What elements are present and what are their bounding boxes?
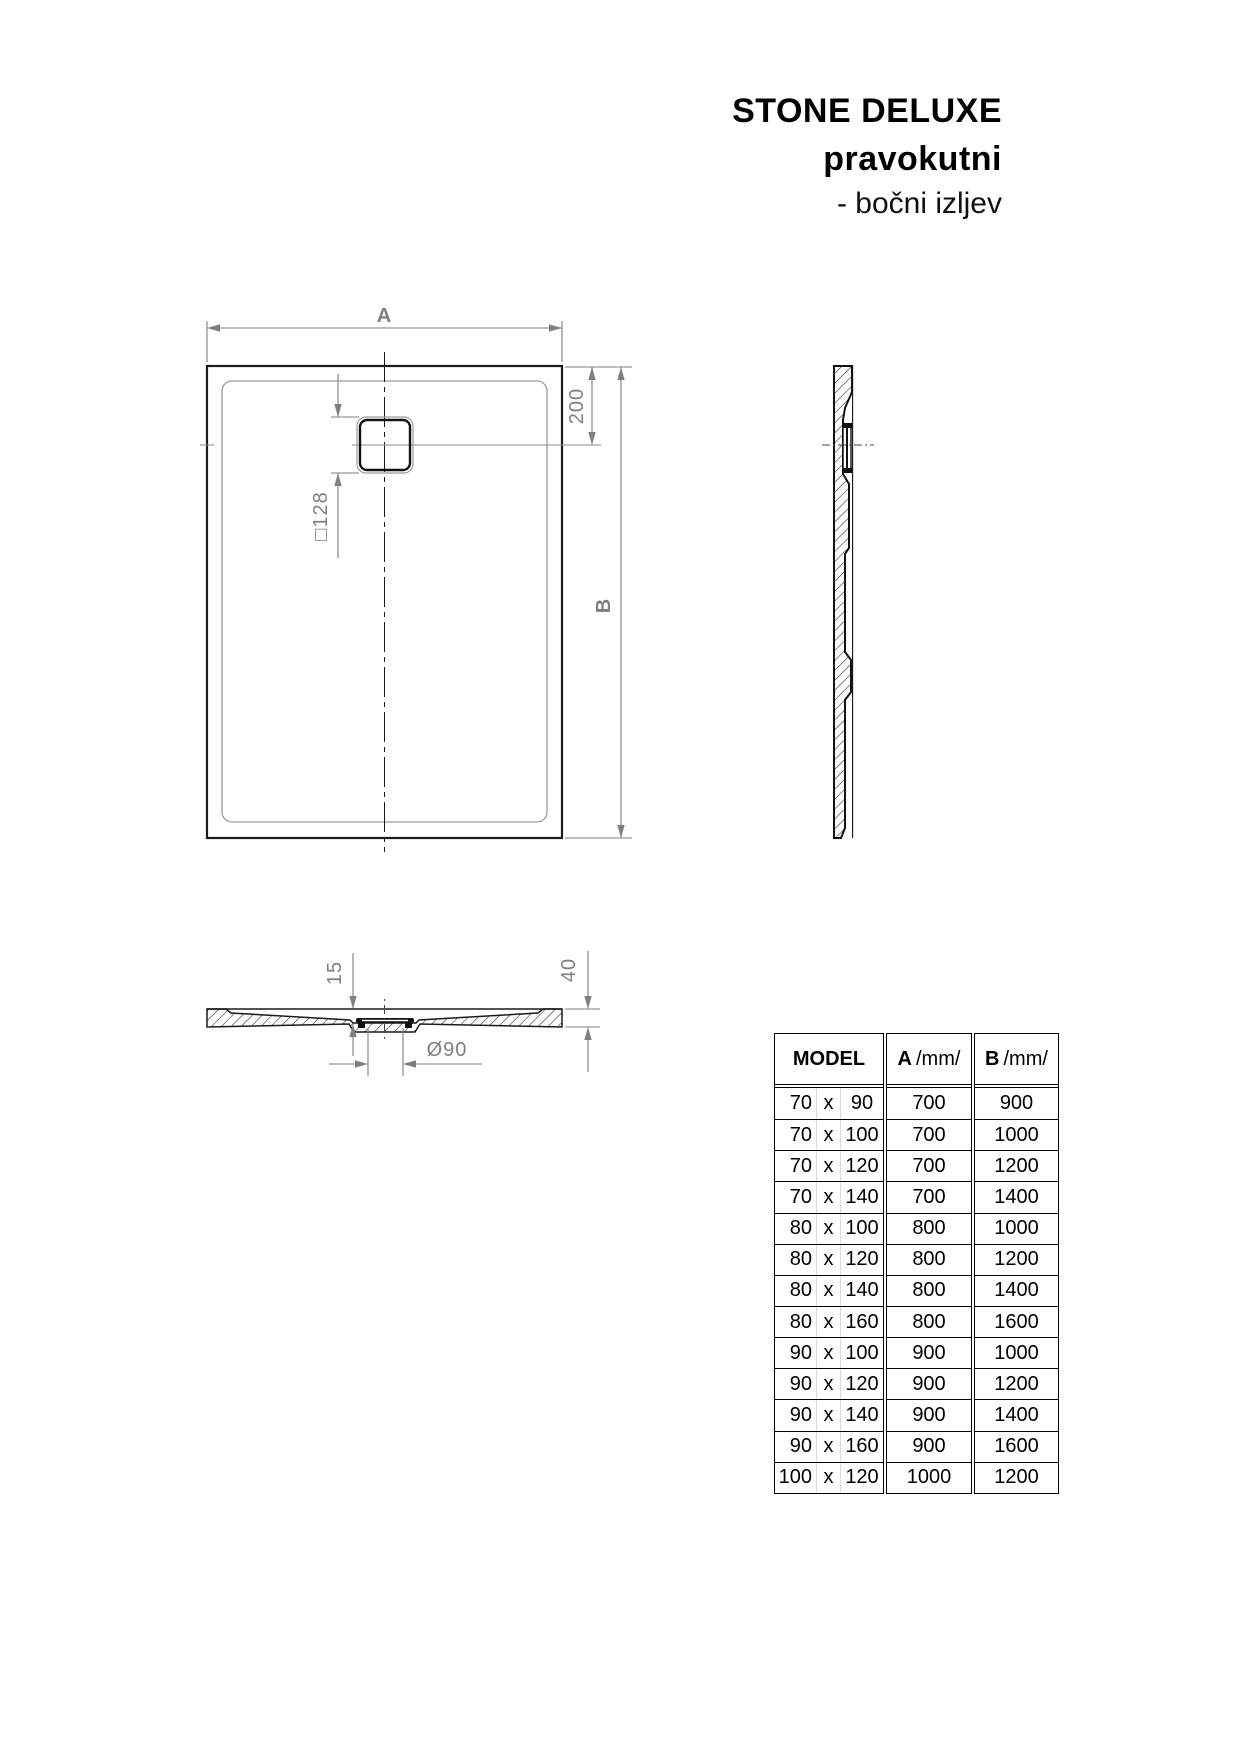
- section-view: [207, 999, 562, 1043]
- table-cell-b: 1400: [975, 1181, 1058, 1212]
- dimension-15: [324, 953, 357, 1056]
- table-cell-b: 1600: [975, 1431, 1058, 1462]
- b-body: [975, 1087, 1058, 1493]
- table-cell-a: 800: [887, 1275, 971, 1306]
- table-cell-b: 1600: [975, 1306, 1058, 1337]
- table-cell-b: 1000: [975, 1337, 1058, 1368]
- side-view: [822, 366, 874, 838]
- dimension-40: [558, 951, 600, 1072]
- table-cell-a: 800: [887, 1213, 971, 1244]
- dim-15-label: 15: [324, 960, 346, 986]
- table-row: 90 x 100: [775, 1337, 883, 1368]
- table-cell-a: 800: [887, 1306, 971, 1337]
- top-view: [200, 352, 601, 852]
- table-row: 70 x 90: [775, 1088, 883, 1119]
- b-header-label: B: [985, 1047, 1000, 1070]
- table-cell-b: 1400: [975, 1399, 1058, 1430]
- b-column: [974, 1033, 1059, 1494]
- model-column: [774, 1033, 884, 1494]
- model-header: [775, 1034, 883, 1085]
- table-cell-b: 1000: [975, 1119, 1058, 1150]
- side-drain-top: [842, 423, 852, 428]
- b-header-unit: /mm/: [1003, 1047, 1048, 1070]
- table-cell-a: 900: [887, 1431, 971, 1462]
- table-cell-b: 1200: [975, 1462, 1058, 1493]
- section-drain-foot-right: [405, 1023, 412, 1028]
- a-header: [887, 1034, 971, 1085]
- dimension-128: [310, 374, 359, 558]
- table-row: 80 x 160: [775, 1306, 883, 1337]
- table-row: 100 x 120: [775, 1462, 883, 1493]
- table-cell-a: 800: [887, 1244, 971, 1275]
- table-cell-a: 700: [887, 1119, 971, 1150]
- product-name: STONE DELUXE: [732, 92, 1002, 130]
- dim-128-label: □128: [310, 491, 332, 541]
- dim-40-label: 40: [558, 957, 580, 983]
- model-body: [775, 1087, 883, 1493]
- table-row: 90 x 160: [775, 1431, 883, 1462]
- table-row: 90 x 120: [775, 1368, 883, 1399]
- dim-b-label: B: [593, 598, 615, 614]
- table-cell-b: 1000: [975, 1213, 1058, 1244]
- table-row: 70 x 140: [775, 1181, 883, 1212]
- b-header: [975, 1034, 1058, 1085]
- dimension-B: [565, 367, 632, 838]
- table-row: 80 x 140: [775, 1275, 883, 1306]
- section-drain-foot-left: [358, 1023, 365, 1028]
- a-header-unit: /mm/: [916, 1047, 961, 1070]
- table-cell-b: 1200: [975, 1150, 1058, 1181]
- a-header-label: A: [897, 1047, 912, 1070]
- table-cell-b: 900: [999, 1092, 1034, 1115]
- table-cell-b: 1200: [975, 1368, 1058, 1399]
- table-cell-a: 900: [887, 1368, 971, 1399]
- spec-table: [774, 1033, 1059, 1494]
- product-shape: pravokutni: [823, 140, 1002, 178]
- a-column: [886, 1033, 972, 1494]
- table-row: 80 x 120: [775, 1244, 883, 1275]
- table-cell-a: 700: [887, 1150, 971, 1181]
- table-cell-a: 1000: [887, 1462, 971, 1493]
- table-cell-a: 700: [912, 1092, 946, 1115]
- table-row: 90 x 140: [775, 1399, 883, 1430]
- table-cell-a: 900: [887, 1337, 971, 1368]
- dim-200-label: 200: [566, 387, 588, 425]
- table-cell-a: 700: [887, 1181, 971, 1212]
- side-drain-bottom: [842, 468, 852, 473]
- table-row: 70 x 120: [775, 1150, 883, 1181]
- a-body: [887, 1087, 971, 1493]
- table-row: 70 x 100: [775, 1119, 883, 1150]
- table-cell-a: 900: [887, 1399, 971, 1430]
- dim-90-label: Ø90: [426, 1039, 468, 1061]
- model-header-label: MODEL: [792, 1047, 866, 1070]
- product-variant: - bočni izljev: [836, 187, 1002, 220]
- table-cell-b: 1200: [975, 1244, 1058, 1275]
- title-block: [732, 94, 1002, 219]
- dim-a-label: A: [376, 305, 392, 327]
- table-cell-b: 1400: [975, 1275, 1058, 1306]
- table-row: 80 x 100: [775, 1213, 883, 1244]
